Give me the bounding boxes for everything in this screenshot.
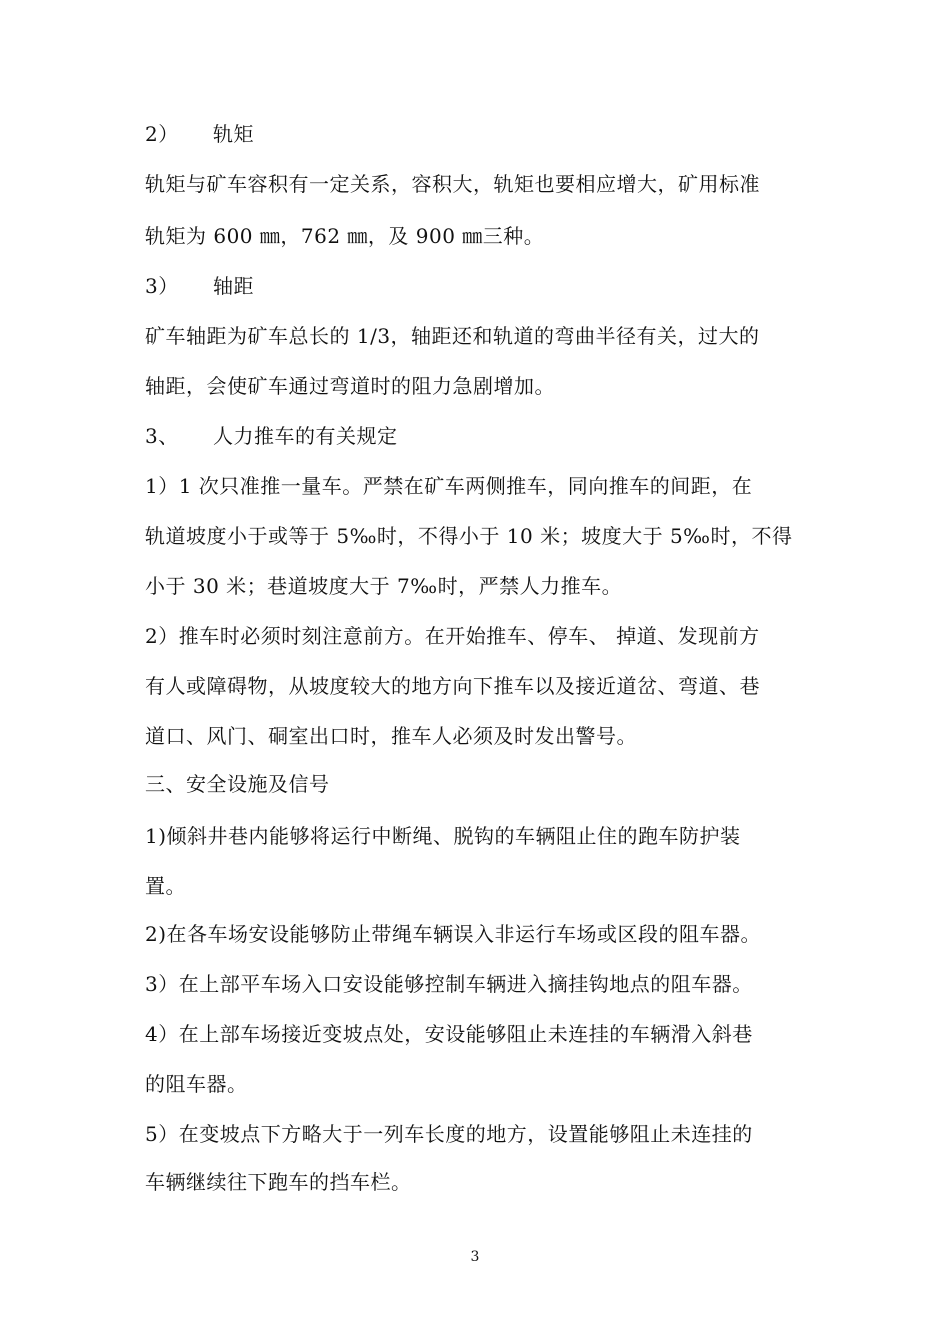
- paragraph-line: 道口、风门、硐室出口时，推车人必须及时发出警号。: [145, 724, 637, 748]
- paragraph-line: 5）在变坡点下方略大于一列车长度的地方，设置能够阻止未连挂的: [145, 1122, 753, 1146]
- heading-gauge: [145, 120, 810, 148]
- paragraph-line: 1）1 次只准推一量车。严禁在矿车两侧推车，同向推车的间距，在: [145, 474, 753, 498]
- heading-wheelbase: [145, 272, 810, 300]
- heading-text: 轨矩: [213, 122, 254, 146]
- paragraph-line: 2)在各车场安设能够防止带绳车辆误入非运行车场或区段的阻车器。: [145, 922, 762, 946]
- paragraph-line: 轴距，会使矿车通过弯道时的阻力急剧增加。: [145, 374, 555, 398]
- paragraph-line: 小于 30 米；巷道坡度大于 7‰时，严禁人力推车。: [145, 574, 623, 598]
- heading-manual-push: [145, 422, 810, 450]
- paragraph-line: 置。: [145, 874, 186, 898]
- paragraph-line: 的阻车器。: [145, 1072, 248, 1096]
- paragraph-line: 矿车轴距为矿车总长的 1/3，轴距还和轨道的弯曲半径有关，过大的: [145, 324, 760, 348]
- heading-text: 人力推车的有关规定: [213, 424, 398, 448]
- paragraph-line: 2）推车时必须时刻注意前方。在开始推车、停车、 掉道、发现前方: [145, 624, 760, 648]
- page-number: 3: [470, 1249, 480, 1265]
- paragraph-line: 车辆继续往下跑车的挡车栏。: [145, 1170, 412, 1194]
- paragraph-line: 轨矩与矿车容积有一定关系，容积大，轨矩也要相应增大，矿用标准: [145, 172, 760, 196]
- paragraph-line: 1)倾斜井巷内能够将运行中断绳、脱钩的车辆阻止住的跑车防护装: [145, 824, 741, 848]
- paragraph-line: 有人或障碍物，从坡度较大的地方向下推车以及接近道岔、弯道、巷: [145, 674, 760, 698]
- paragraph-line: 轨矩为 600 ㎜，762 ㎜，及 900 ㎜三种。: [145, 224, 545, 248]
- item-number: 3、: [145, 424, 179, 448]
- paragraph-line: 轨道坡度小于或等于 5‰时，不得小于 10 米；坡度大于 5‰时，不得: [145, 524, 793, 548]
- item-number: 3）: [145, 274, 179, 298]
- item-number: 2）: [145, 122, 179, 146]
- paragraph-line: 3）在上部平车场入口安设能够控制车辆进入摘挂钩地点的阻车器。: [145, 972, 753, 996]
- paragraph-line: 4）在上部车场接近变坡点处，安设能够阻止未连挂的车辆滑入斜巷: [145, 1022, 753, 1046]
- section-heading: 三、安全设施及信号: [145, 772, 330, 796]
- heading-text: 轴距: [213, 274, 254, 298]
